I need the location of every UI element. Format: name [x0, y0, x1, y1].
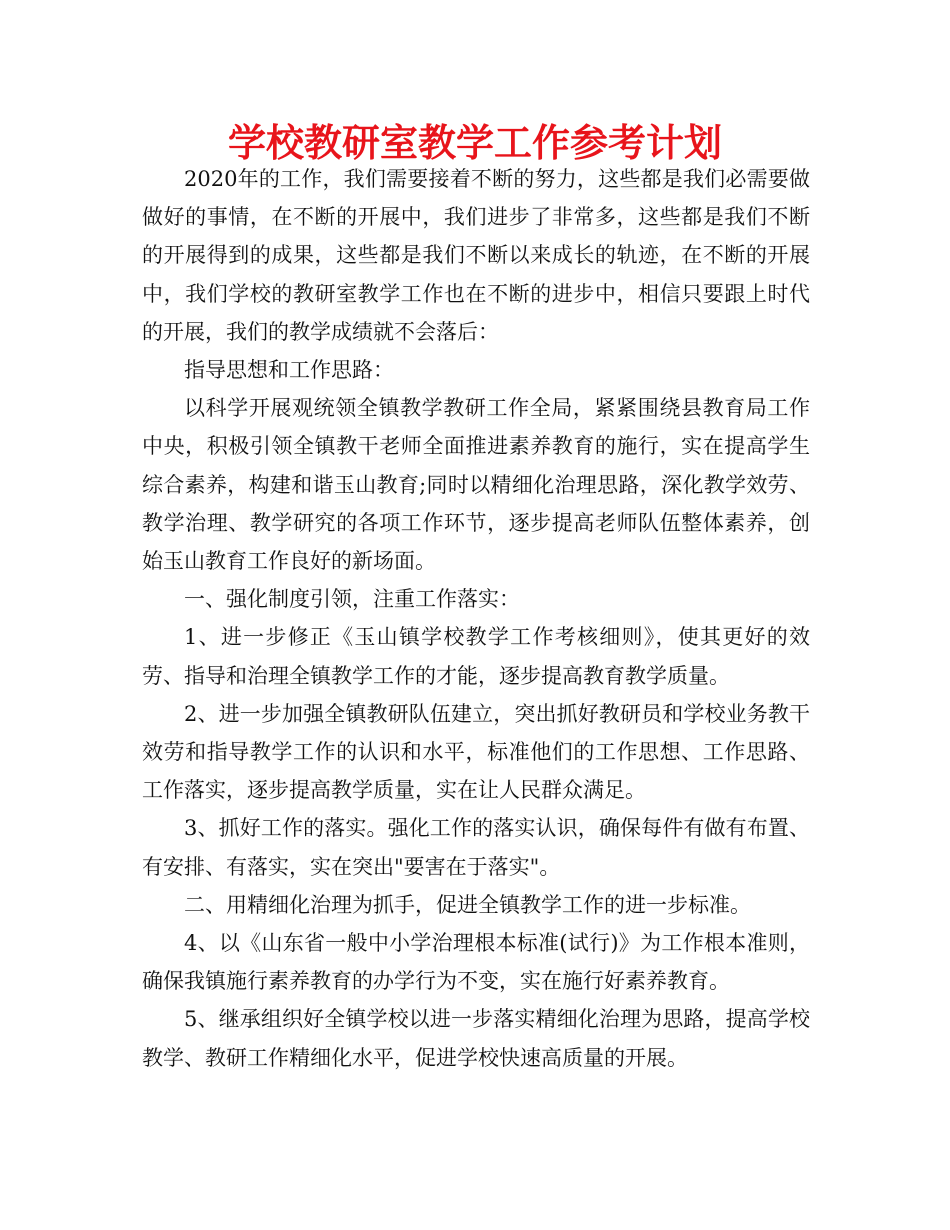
- paragraph-guiding-thought: 以科学开展观统领全镇教学教研工作全局，紧紧围绕县教育局工作中央，积极引领全镇教干老师全面推进素养教育的施行，实在提高学生综合素养，构建和谐玉山教育;同时以精细化治理思路，深化教学效劳、教学治理、教学研究的各项工作环节，逐步提高老师队伍整体素养，创始玉山教育工作良好的新场面。: [142, 396, 810, 574]
- paragraph-item-4: 4、以《山东省一般中小学治理根本标准(试行)》为工作根本准则，确保我镇施行素养教育的办学行为不变，实在施行好素养教育。: [142, 931, 810, 994]
- paragraph-item-3: 3、抓好工作的落实。强化工作的落实认识，确保每件有做有布置、有安排、有落实，实在突出"要害在于落实"。: [142, 816, 810, 879]
- paragraph-guiding-heading: 指导思想和工作思路：: [184, 358, 394, 383]
- section-heading-1: 一、强化制度引领，注重工作落实：: [184, 587, 520, 612]
- paragraph-intro: 2020年的工作，我们需要接着不断的努力，这些都是我们必需要做做好的事情，在不断的开展中，我们进步了非常多，这些都是我们不断的开展得到的成果，这些都是我们不断以来成长的轨迹，在不断的开展中，我们学校的教研室教学工作也在不断的进步中，相信只要跟上时代的开展，我们的教学成绩就不会落后：: [142, 167, 810, 344]
- paragraph-item-5: 5、继承组织好全镇学校以进一步落实精细化治理为思路，提高学校教学、教研工作精细化水平，促进学校快速高质量的开展。: [142, 1007, 810, 1070]
- document-title: 学校教研室教学工作参考计划: [227, 121, 722, 165]
- paragraph-item-2: 2、进一步加强全镇教研队伍建立，突出抓好教研员和学校业务教干效劳和指导教学工作的认识和水平，标准他们的工作思想、工作思路、工作落实，逐步提高教学质量，实在让人民群众满足。: [142, 701, 810, 803]
- paragraph-item-1: 1、进一步修正《玉山镇学校教学工作考核细则》，使其更好的效劳、指导和治理全镇教学工作的才能，逐步提高教育教学质量。: [142, 625, 810, 688]
- section-heading-2: 二、用精细化治理为抓手，促进全镇教学工作的进一步标准。: [184, 892, 751, 917]
- document-body: [142, 160, 810, 1077]
